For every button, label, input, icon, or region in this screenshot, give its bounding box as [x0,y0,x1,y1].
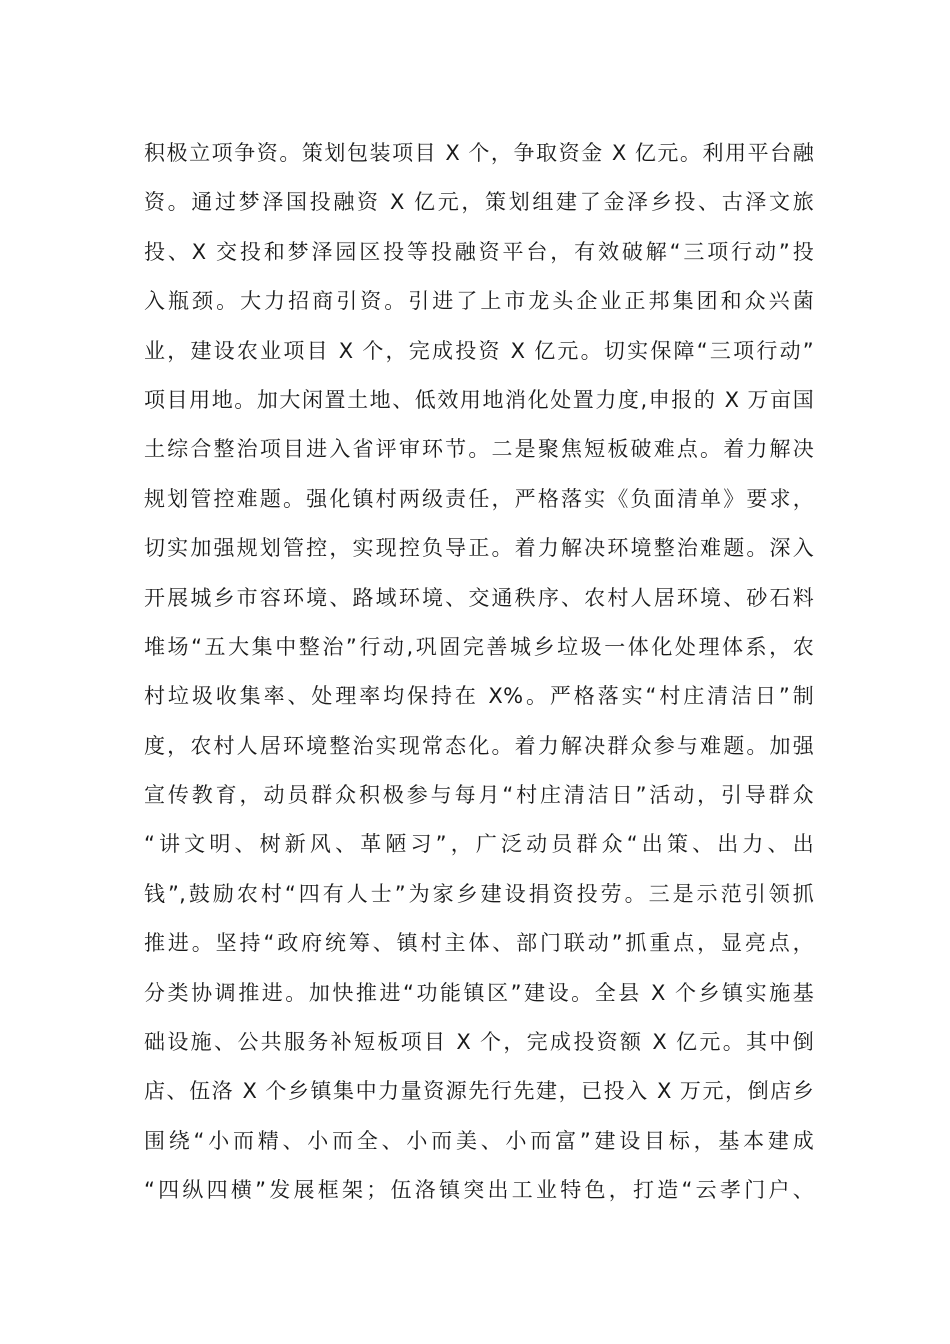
text-line: 入瓶颈。大力招商引资。引进了上市龙头企业正邦集团和众兴菌 [144,289,814,314]
text-line: 切实加强规划管控，实现控负导正。着力解决环境整治难题。深入 [144,536,814,561]
text-line: 围绕“小而精、小而全、小而美、小而富”建设目标，基本建成 [144,1128,814,1153]
text-line: 规划管控难题。强化镇村两级责任，严格落实《负面清单》要求， [144,486,814,511]
text-line: 钱”,鼓励农村“四有人士”为家乡建设捐资投劳。三是示范引领抓 [144,881,814,906]
text-line: “四纵四横”发展框架；伍洛镇突出工业特色，打造“云孝门户、 [144,1178,814,1203]
text-line: 积极立项争资。策划包装项目 X 个，争取资金 X 亿元。利用平台融 [144,141,814,165]
text-line: 推进。坚持“政府统筹、镇村主体、部门联动”抓重点，显亮点， [144,931,814,956]
text-line: 资。通过梦泽国投融资 X 亿元，策划组建了金泽乡投、古泽文旅 [144,190,814,215]
text-line: 堆场“五大集中整治”行动,巩固完善城乡垃圾一体化处理体系，农 [144,634,814,659]
text-line: 础设施、公共服务补短板项目 X 个，完成投资额 X 亿元。其中倒 [144,1030,814,1055]
text-line: 分类协调推进。加快推进“功能镇区”建设。全县 X 个乡镇实施基 [144,980,814,1005]
text-line: 店、伍洛 X 个乡镇集中力量资源先行先建，已投入 X 万元，倒店乡 [144,1079,814,1104]
text-line: 开展城乡市容环境、路域环境、交通秩序、农村人居环境、砂石料 [144,585,814,610]
text-line: 土综合整治项目进入省评审环节。二是聚焦短板破难点。着力解决 [144,437,814,462]
text-line: 投、X 交投和梦泽园区投等投融资平台，有效破解“三项行动”投 [144,239,814,264]
text-line: 项目用地。加大闲置土地、低效用地消化处置力度,申报的 X 万亩国 [144,387,814,412]
text-line: 度，农村人居环境整治实现常态化。着力解决群众参与难题。加强 [144,733,814,758]
text-line: “讲文明、树新风、革陋习”，广泛动员群众“出策、出力、出 [144,832,814,857]
body-paragraph [144,129,814,1216]
text-line: 业，建设农业项目 X 个，完成投资 X 亿元。切实保障“三项行动” [144,338,814,363]
text-line: 宣传教育，动员群众积极参与每月“村庄清洁日”活动，引导群众 [144,783,814,808]
text-line: 村垃圾收集率、处理率均保持在 X%。严格落实“村庄清洁日”制 [144,684,814,709]
